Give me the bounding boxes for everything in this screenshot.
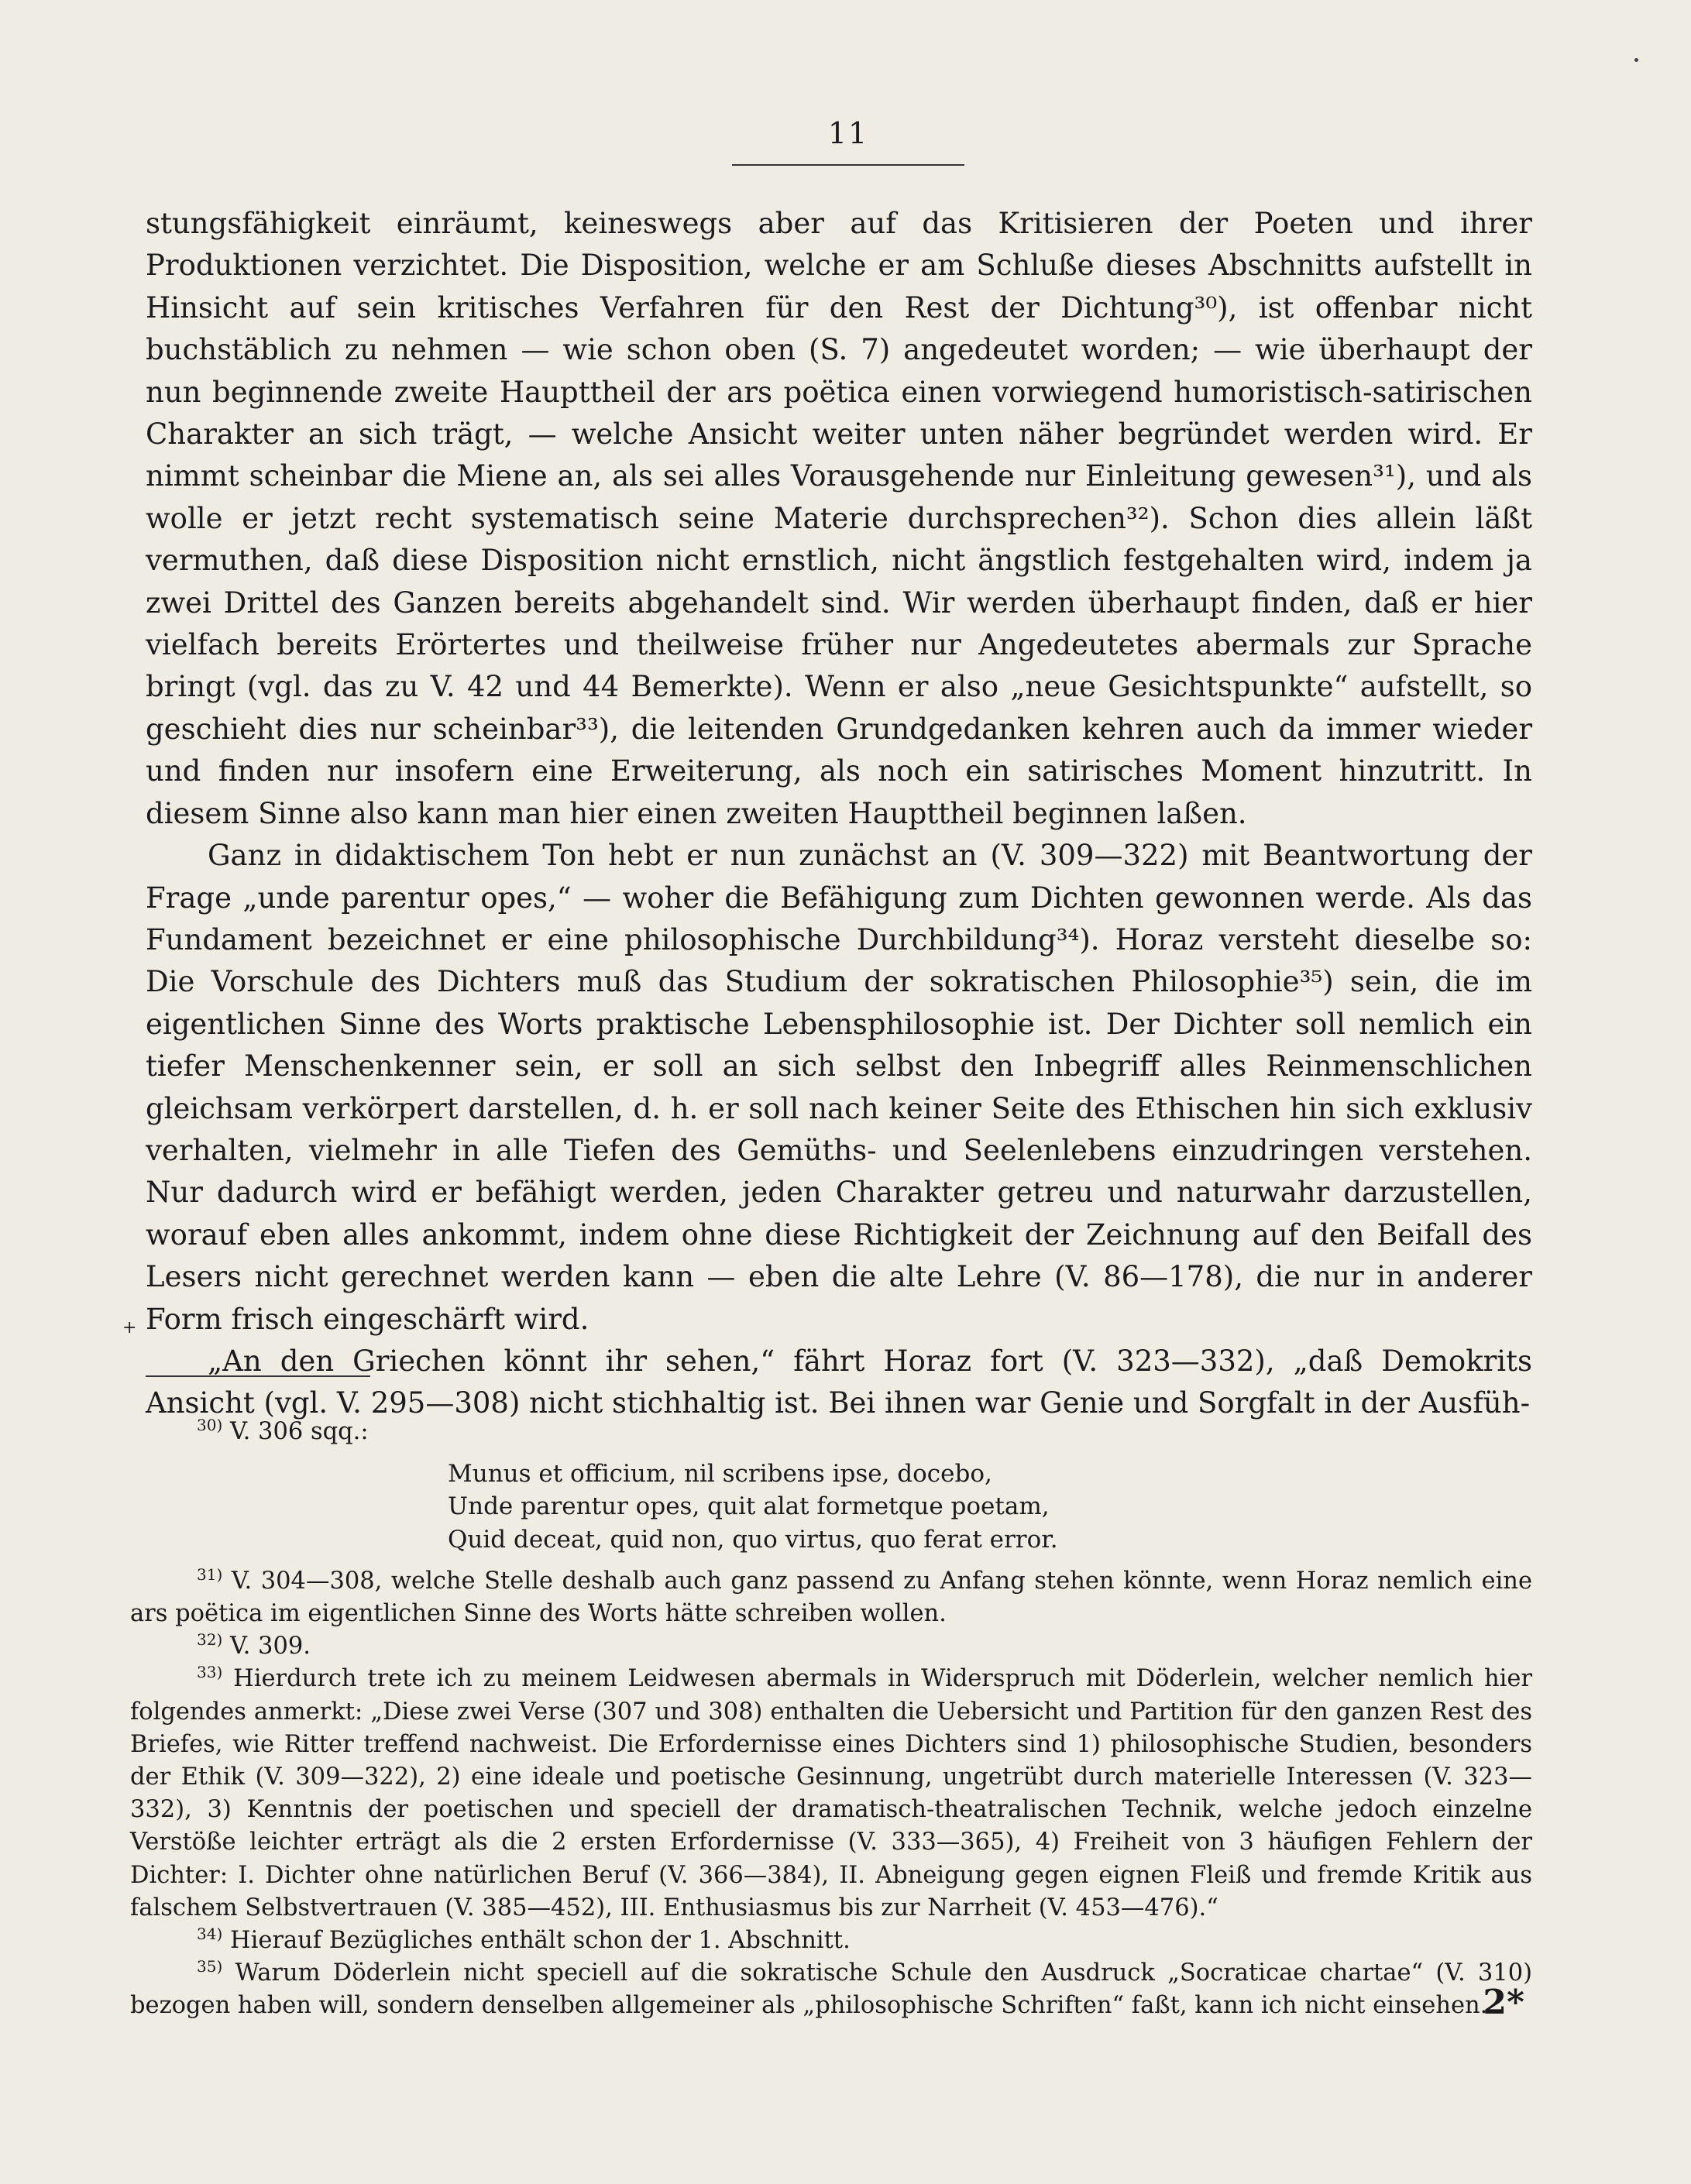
paper-speck xyxy=(1634,58,1638,62)
latin-quote xyxy=(448,1458,1532,1556)
footnote-rule xyxy=(146,1375,370,1377)
page-number: 11 xyxy=(827,116,869,150)
header-rule xyxy=(732,164,964,166)
footnote-34 xyxy=(130,1925,1532,1957)
quote-line-3: Quid deceat, quid non, quo virtus, quo ferat error. xyxy=(448,1525,1058,1554)
footnote-32-text: V. 309. xyxy=(229,1633,311,1660)
footnote-35-text: Warum Döderlein nicht speciell auf die sokratische Schule den Ausdruck „Socraticae chartae“ (V. 310) bezogen haben will, sondern denselben allgemeiner als „philosophische Schriften“ faßt, kann ich nicht einsehen. xyxy=(130,1959,1532,2020)
paragraph-2: Ganz in didaktischem Ton hebt er nun zunächst an (V. 309—322) mit Beantwortung der Frage „unde parentur opes,“ — woher die Befähigung zum Dichten gewonnen werde. Als das Fundament bezeichnet er eine philosophische Durchbildung³⁴). Horaz versteht dieselbe so: Die Vorschule des Dichters muß das Studium der sokratischen Philosophie³⁵) sein, die im eigentlichen Sinne des Worts praktische Lebensphilosophie ist. Der Dichter soll nemlich ein tiefer Menschenkenner sein, er soll an sich selbst den Inbegriff alles Reinmenschlichen gleichsam verkörpert darstellen, d. h. er soll nach keiner Seite des Ethischen hin sich exklusiv verhalten, vielmehr in alle Tiefen des Gemüths- und Seelenlebens einzudringen verstehen. Nur dadurch wird er befähigt werden, jeden Charakter getreu und naturwahr darzustellen, worauf eben alles ankommt, indem ohne diese Richtigkeit der Zeichnung auf den Beifall des Lesers nicht gerechnet werden kann — eben die alte Lehre (V. 86—178), die nur in anderer Form frisch eingeschärft wird. xyxy=(146,839,1532,1336)
signature-mark: 2* xyxy=(1483,1983,1524,2022)
paragraph-1: stungsfähigkeit einräumt, keineswegs aber auf das Kritisieren der Poeten und ihrer Produktionen verzichtet. Die Disposition, welche er am Schluße dieses Abschnitts aufstellt in Hinsicht auf sein kritisches Verfahren für den Rest der Dichtung³⁰), ist offenbar nicht buchstäblich zu nehmen — wie schon oben (S. 7) angedeutet worden; — wie überhaupt der nun beginnende zweite Haupttheil der ars poëtica einen vorwiegend humoristisch-satirischen Charakter an sich trägt, — welche Ansicht weiter unten näher begründet werden wird. Er nimmt scheinbar die Miene an, als sei alles Vorausgehende nur Einleitung gewesen³¹), und als wolle er jetzt recht systematisch seine Materie durchsprechen³²). Schon dies allein läßt vermuthen, daß diese Disposition nicht ernstlich, nicht ängstlich festgehalten wird, indem ja zwei Drittel des Ganzen bereits abgehandelt sind. Wir werden überhaupt finden, daß er hier vielfach bereits Erörtertes und theilweise früher nur Angedeutetes abermals zur Sprache bringt (vgl. das zu V. 42 und 44 Bemerkte). Wenn er also „neue Gesichtspunkte“ aufstellt, so geschieht dies nur scheinbar³³), die leitenden Grundgedanken kehren auch da immer wieder und finden nur insofern eine Erweiterung, als noch ein satirisches Moment hinzutritt. In diesem Sinne also kann man hier einen zweiten Haupttheil beginnen laßen. xyxy=(146,207,1532,830)
footnote-31 xyxy=(130,1565,1532,1630)
footnotes xyxy=(130,1416,1532,2023)
footnote-32-ref: 32) xyxy=(197,1630,223,1650)
footnote-33-text: Hierdurch trete ich zu meinem Leidwesen abermals in Widerspruch mit Döderlein, welcher nemlich hier folgendes anmerkt: „Diese zwei Verse (307 und 308) enthalten die Uebersicht und Partition für den ganzen Rest des Briefes, wie Ritter treffend nachweist. Die Erfordernisse eines Dichters sind 1) philosophische Studien, besonders der Ethik (V. 309—322), 2) eine ideale und poetische Gesinnung, ungetrübt durch materielle Interessen (V. 323—332), 3) Kenntnis der poetischen und speciell der dramatisch-theatralischen Technik, welche jedoch einzelne Verstöße leichter erträgt als die 2 ersten Erfordernisse (V. 333—365), 4) Freiheit von 3 häufigen Fehlern der Dichter: I. Dichter ohne natürlichen Beruf (V. 366—384), II. Abneigung gegen eignen Fleiß und fremde Kritik aus falschem Selbstvertrauen (V. 385—452), III. Enthusiasmus bis zur Narrheit (V. 453—476).“ xyxy=(130,1665,1532,1921)
footnote-34-ref: 34) xyxy=(197,1924,223,1943)
footnote-31-ref: 31) xyxy=(197,1564,223,1584)
footnote-33-ref: 33) xyxy=(197,1663,223,1682)
quote-line-2: Unde parentur opes, quit alat formetque poetam, xyxy=(448,1492,1050,1521)
footnote-34-text: Hierauf Bezügliches enthält schon der 1. Abschnitt. xyxy=(229,1927,851,1955)
paragraph-3: „An den Griechen könnt ihr sehen,“ fährt Horaz fort (V. 323—332), „daß Demokrits Ansicht (vgl. V. 295—308) nicht stichhaltig ist. Bei ihnen war Genie und Sorgfalt in der Ausfüh- xyxy=(146,1344,1532,1420)
main-text xyxy=(146,203,1532,1425)
footnote-32 xyxy=(130,1630,1532,1663)
footnote-30-text: V. 306 sqq.: xyxy=(229,1418,369,1445)
footnote-35 xyxy=(130,1957,1532,2022)
footnote-31-text: V. 304—308, welche Stelle deshalb auch ganz passend zu Anfang stehen könnte, wenn Horaz nemlich eine ars poëtica im eigentlichen Sinne des Worts hätte schreiben wollen. xyxy=(130,1567,1532,1628)
footnote-30 xyxy=(130,1416,1532,1448)
quote-line-1: Munus et officium, nil scribens ipse, docebo, xyxy=(448,1460,992,1489)
footnote-30-ref: 30) xyxy=(197,1415,223,1434)
margin-mark: + xyxy=(122,1318,137,1338)
footnote-35-ref: 35) xyxy=(197,1957,223,1976)
footnote-33 xyxy=(130,1663,1532,1925)
